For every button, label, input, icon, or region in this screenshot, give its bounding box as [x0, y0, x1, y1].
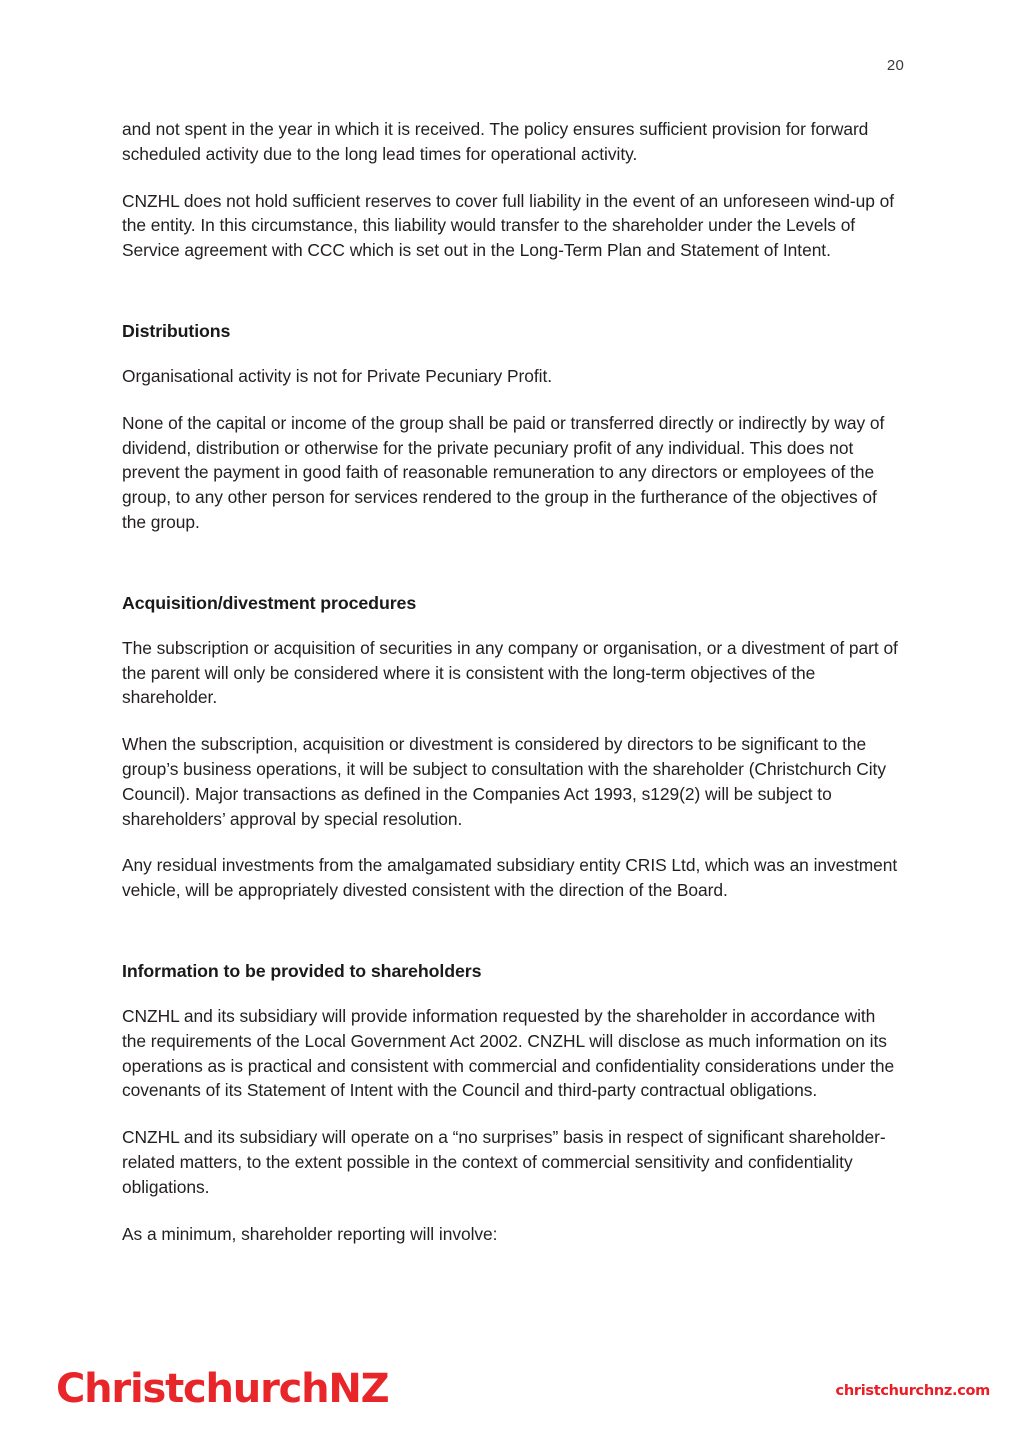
section-acquisition-divestment — [122, 591, 904, 903]
paragraph: CNZHL does not hold sufficient reserves to cover full liability in the event of an unforeseen wind-up of the entity. In this circumstance, this liability would transfer to the shareholder under the Levels of Service agreement with CCC which is set out in the Long-Term Plan and Statement of Intent. — [122, 190, 895, 261]
paragraph: As a minimum, shareholder reporting will involve: — [122, 1223, 498, 1244]
paragraph: The subscription or acquisition of securities in any company or organisation, or a divestment of part of the parent will only be considered where it is consistent with the long-term objectives of the shareholder. — [122, 637, 898, 708]
section-information-to-shareholders — [122, 959, 904, 1246]
paragraph: None of the capital or income of the group shall be paid or transferred directly or indirectly by way of dividend, distribution or otherwise for the private pecuniary profit of any individual. This does not prevent the payment in good faith of reasonable remuneration to any directors or employees of the group, to any other person for services rendered to the group in the furtherance of the objectives of the group. — [122, 412, 885, 532]
paragraph: and not spent in the year in which it is received. The policy ensures sufficient provision for forward scheduled activity due to the long lead times for operational activity. — [122, 119, 869, 164]
page-footer — [0, 1313, 1012, 1433]
page-content — [122, 117, 904, 1246]
section-heading: Acquisition/divestment procedures — [122, 592, 417, 613]
website-url-link[interactable]: christchurchnz.com — [835, 1383, 990, 1399]
paragraph: When the subscription, acquisition or divestment is considered by directors to be significant to the group’s business operations, it will be subject to consultation with the shareholder (Christchurch City Council). Major transactions as defined in the Companies Act 1993, s129(2) will be subject to shareholders’ approval by special resolution. — [122, 734, 886, 829]
christchurchnz-logo: ChristchurchNZ — [56, 1366, 389, 1412]
section-distributions — [122, 319, 904, 535]
section-heading: Distributions — [122, 320, 231, 341]
section-heading: Information to be provided to shareholders — [122, 960, 482, 981]
paragraph: Organisational activity is not for Private Pecuniary Profit. — [122, 365, 553, 386]
paragraph: Any residual investments from the amalgamated subsidiary entity CRIS Ltd, which was an investment vehicle, will be appropriately divested consistent with the direction of the Board. — [122, 855, 898, 901]
paragraph: CNZHL and its subsidiary will operate on a “no surprises” basis in respect of significant shareholder-related matters, to the extent possible in the context of commercial sensitivity and confidentiality obligations. — [122, 1127, 886, 1197]
paragraph: CNZHL and its subsidiary will provide information requested by the shareholder in accordance with the requirements of the Local Government Act 2002. CNZHL will disclose as much information on its operations as is practical and consistent with commercial and confidentiality considerations under the covenants of its Statement of Intent with the Council and third-party contractual obligations. — [122, 1005, 895, 1101]
intro-section — [122, 117, 904, 263]
page-number: 20 — [886, 57, 904, 74]
